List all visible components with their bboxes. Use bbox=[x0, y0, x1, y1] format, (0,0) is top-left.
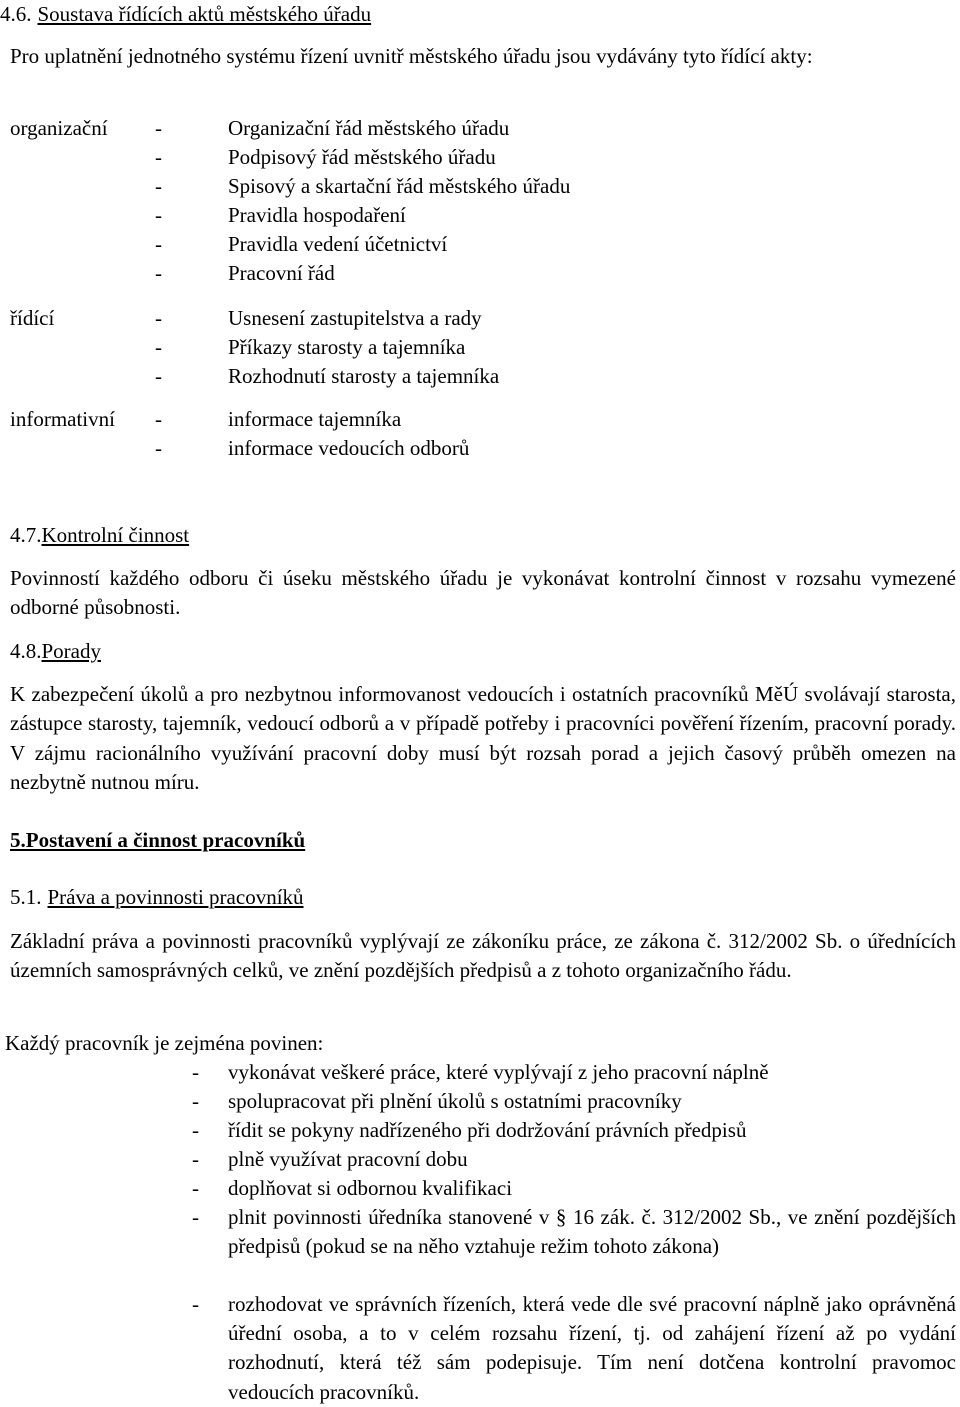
list-item: plnit povinnosti úředníka stanovené v § 16 zák. č. 312/2002 Sb., ve znění pozdějších předpisů (pokud se na něho vztahuje režim tohoto zákona) bbox=[228, 1205, 956, 1259]
list-item: Pravidla hospodaření bbox=[228, 203, 406, 227]
list-dash: - bbox=[155, 116, 162, 140]
section-4-8-heading bbox=[10, 637, 101, 666]
section-number: 4.7. bbox=[10, 523, 42, 547]
section-4-6-heading bbox=[0, 0, 371, 29]
section-number: 4.8. bbox=[10, 639, 42, 663]
list-item: vykonávat veškeré práce, které vyplývají z jeho pracovní náplně bbox=[228, 1060, 769, 1084]
list-dash: - bbox=[155, 174, 162, 198]
list-item: Usnesení zastupitelstva a rady bbox=[228, 306, 482, 330]
group-label-ridici: řídící bbox=[10, 306, 55, 330]
list-dash: - bbox=[155, 335, 162, 359]
list-dash: - bbox=[155, 306, 162, 330]
section-title: Porady bbox=[41, 639, 101, 663]
list-item: Rozhodnutí starosty a tajemníka bbox=[228, 364, 500, 388]
list-dash: - bbox=[155, 232, 162, 256]
list-item: rozhodovat ve správních řízeních, která vede dle své pracovní náplně jako oprávněná úřední osoba, a to v celém rozsahu řízení, tj. od zahájení řízení až po vydání rozhodnutí, která též sám podepisuje. Tím není dotčena kontrolní pravomoc vedoucích pracovníků. bbox=[228, 1292, 956, 1404]
list-item: plně využívat pracovní dobu bbox=[228, 1147, 468, 1171]
list-item: informace vedoucích odborů bbox=[228, 436, 470, 460]
section-number: 4.6. bbox=[0, 2, 32, 26]
list-dash: - bbox=[192, 1176, 199, 1200]
list-dash: - bbox=[155, 364, 162, 388]
list-item: Pravidla vedení účetnictví bbox=[228, 232, 448, 256]
list-dash: - bbox=[192, 1060, 199, 1084]
list-item: spolupracovat při plnění úkolů s ostatními pracovníky bbox=[228, 1089, 682, 1113]
section-title: Soustava řídících aktů městského úřadu bbox=[37, 2, 372, 26]
chapter-5-heading: 5.Postavení a činnost pracovníků bbox=[10, 828, 306, 852]
list-dash: - bbox=[155, 407, 162, 431]
list-dash: - bbox=[155, 261, 162, 285]
list-dash: - bbox=[192, 1205, 199, 1229]
list-item: informace tajemníka bbox=[228, 407, 402, 431]
group-label-informativni: informativní bbox=[10, 407, 115, 431]
list-item: Pracovní řád bbox=[228, 261, 335, 285]
list-item: Spisový a skartační řád městského úřadu bbox=[228, 174, 571, 198]
list-item: řídit se pokyny nadřízeného při dodržování právních předpisů bbox=[228, 1118, 747, 1142]
section-title: Kontrolní činnost bbox=[41, 523, 190, 547]
list-dash: - bbox=[155, 145, 162, 169]
list-item: Podpisový řád městského úřadu bbox=[228, 145, 496, 169]
list-dash: - bbox=[192, 1089, 199, 1113]
list-item: doplňovat si odbornou kvalifikaci bbox=[228, 1176, 513, 1200]
group-label-organizacni: organizační bbox=[10, 116, 108, 140]
section-5-1-heading bbox=[10, 883, 304, 912]
list-dash: - bbox=[192, 1292, 199, 1316]
duties-intro: Každý pracovník je zejména povinen: bbox=[5, 1031, 324, 1055]
list-dash: - bbox=[192, 1147, 199, 1171]
section-number: 5.1. bbox=[10, 885, 42, 909]
section-4-6-intro: Pro uplatnění jednotného systému řízení uvnitř městského úřadu jsou vydávány tyto řídící akty: bbox=[10, 44, 813, 68]
list-dash: - bbox=[155, 203, 162, 227]
section-title: Práva a povinnosti pracovníků bbox=[47, 885, 304, 909]
list-item: Organizační řád městského úřadu bbox=[228, 116, 510, 140]
section-4-7-text: Povinností každého odboru či úseku městského úřadu je vykonávat kontrolní činnost v rozsahu vymezené odborné působnosti. bbox=[10, 566, 956, 620]
list-item: Příkazy starosty a tajemníka bbox=[228, 335, 466, 359]
list-dash: - bbox=[155, 436, 162, 460]
list-dash: - bbox=[192, 1118, 199, 1142]
section-5-1-text: Základní práva a povinnosti pracovníků vyplývají ze zákoníku práce, ze zákona č. 312/2002 Sb. o úřednících územních samosprávných celků, ve znění pozdějších předpisů a z tohoto organizačního řádu. bbox=[10, 929, 956, 983]
section-4-7-heading bbox=[10, 521, 189, 550]
section-4-8-text: K zabezpečení úkolů a pro nezbytnou informovanost vedoucích i ostatních pracovníků MěÚ svolávají starosta, zástupce starosty, tajemník, vedoucí odborů a v případě potřeby i pracovníci pověření řízením, pracovní porady. V zájmu racionálního využívání pracovní doby musí být rozsah porad a jejich časový průběh omezen na nezbytně nutnou míru. bbox=[10, 682, 956, 794]
